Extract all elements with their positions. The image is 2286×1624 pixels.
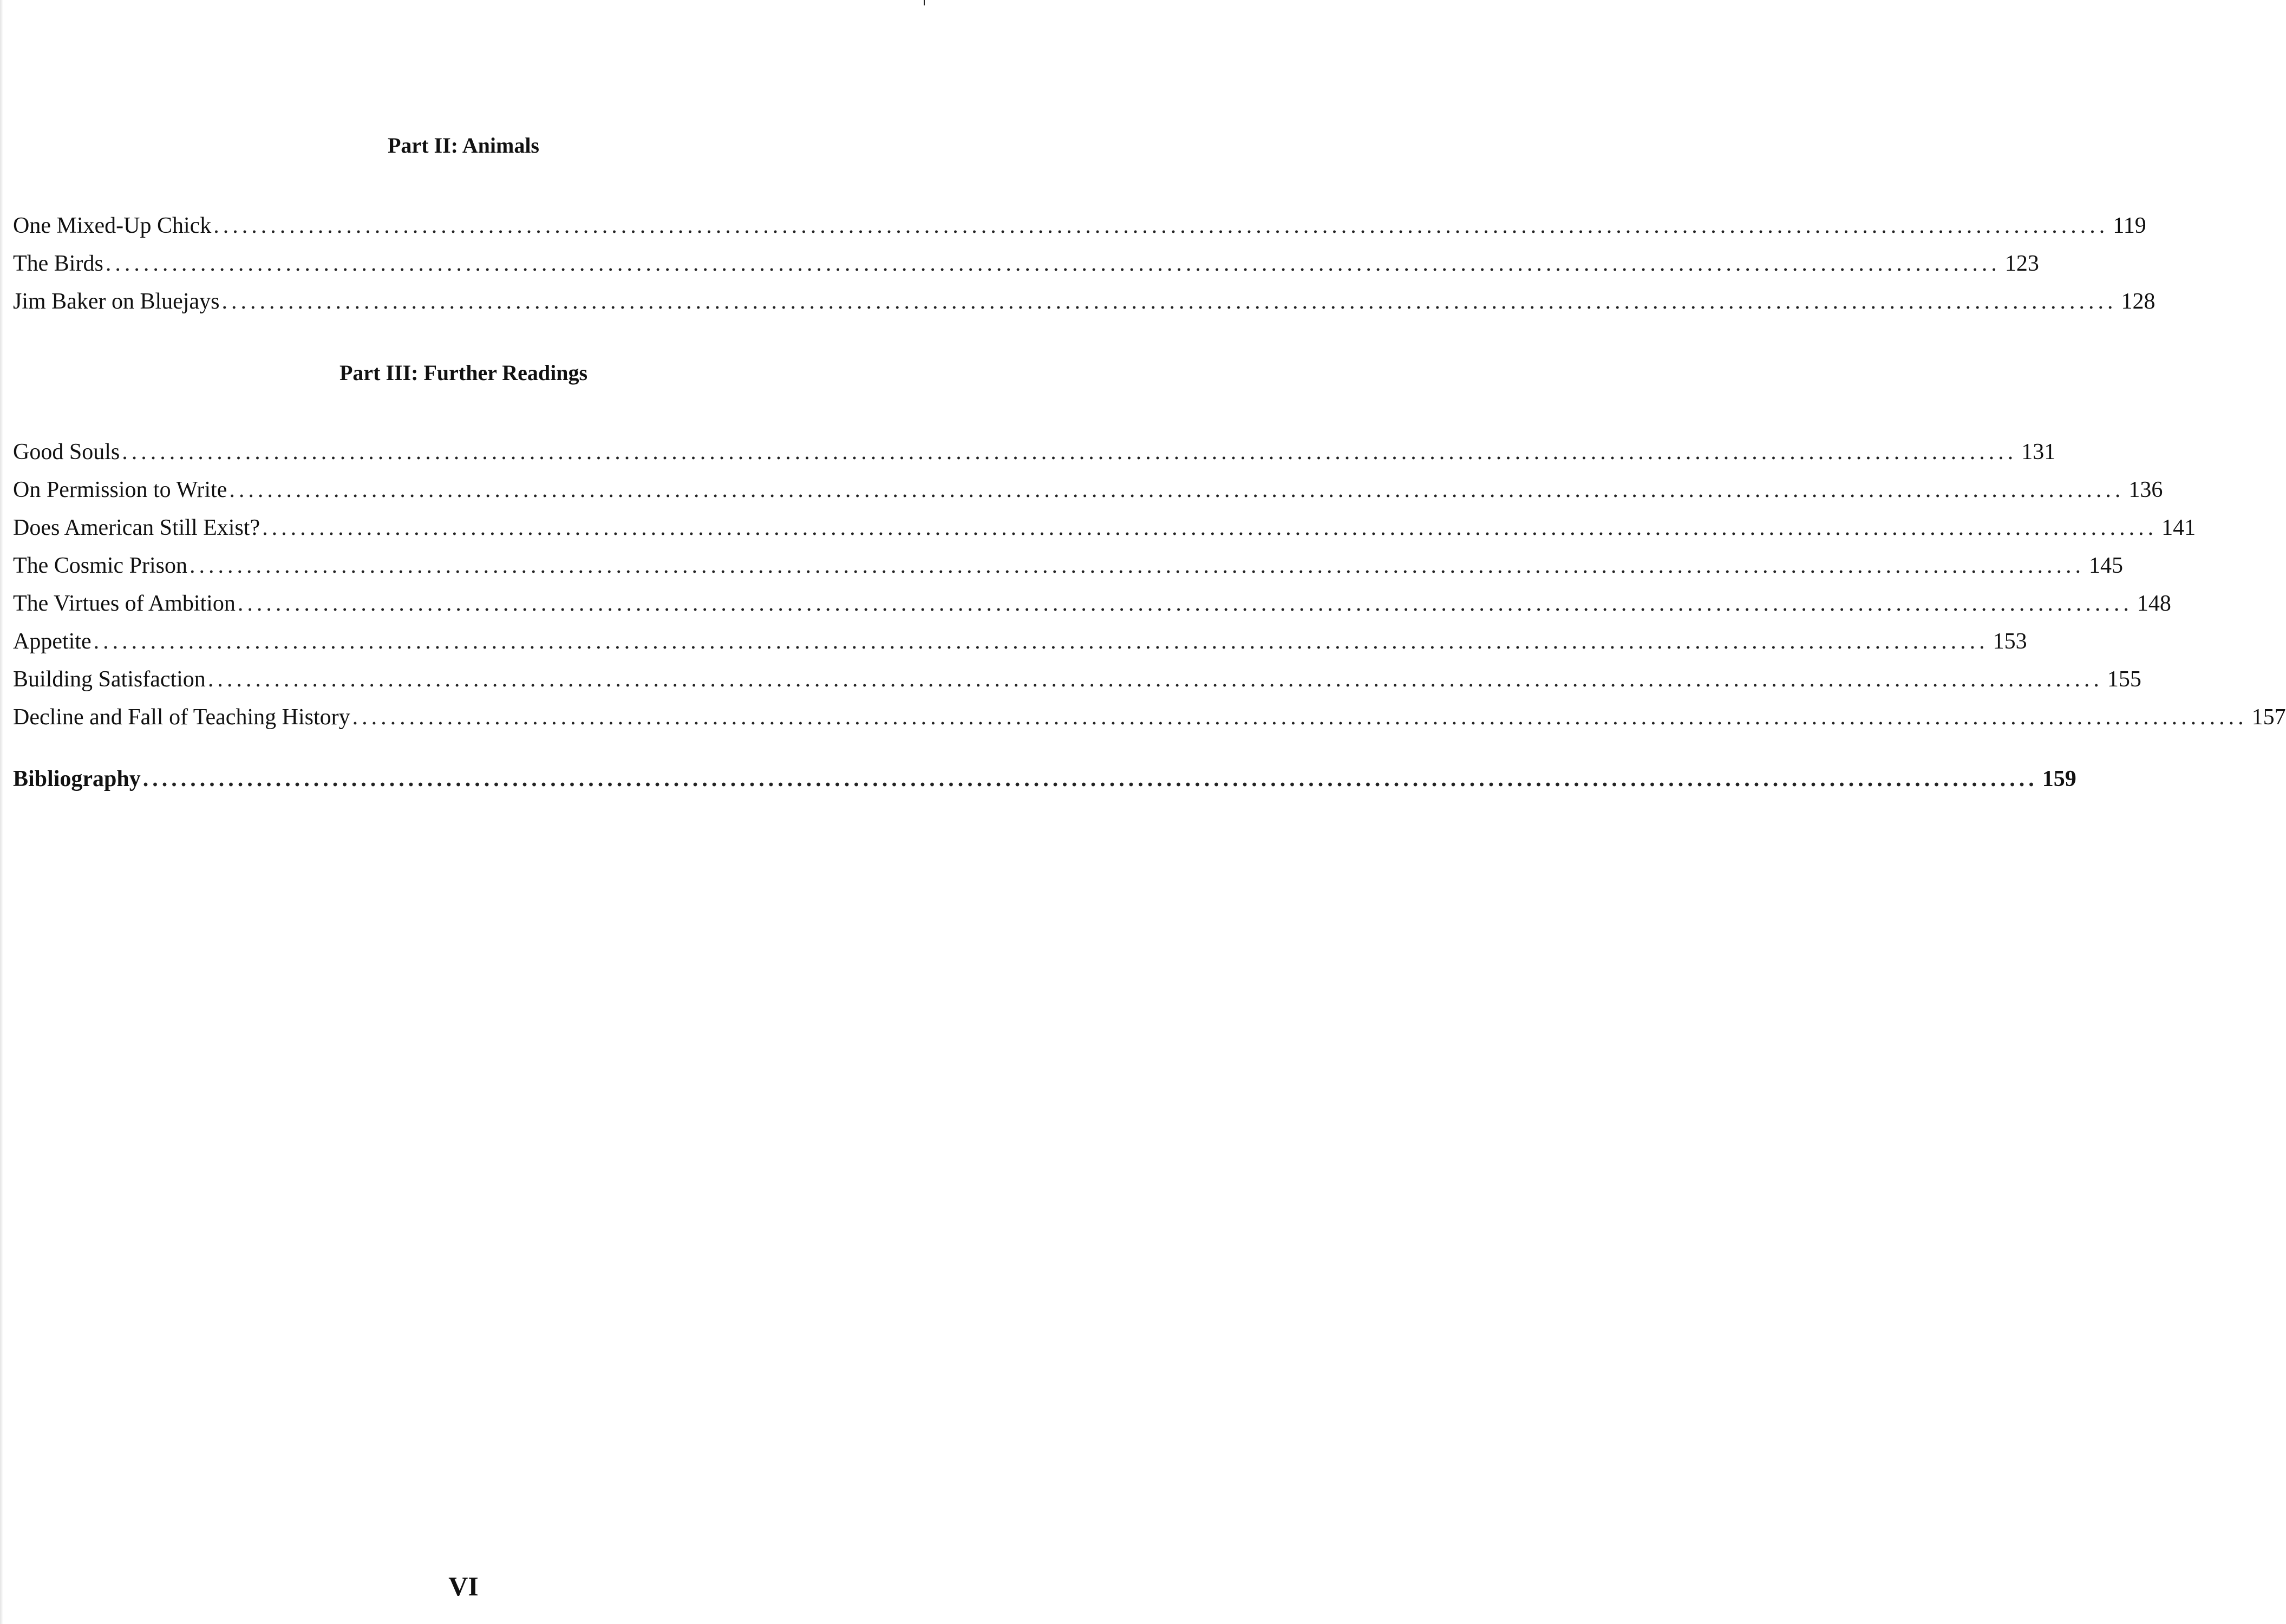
toc-entry-page: 128 xyxy=(2121,289,2156,314)
toc-entry[interactable] xyxy=(13,433,2056,471)
toc-entry-title: The Cosmic Prison xyxy=(13,553,187,578)
toc-entry[interactable] xyxy=(13,547,2123,585)
toc-entry-page: 131 xyxy=(2021,440,2056,464)
toc-entry-page: 136 xyxy=(2128,477,2163,502)
toc-entry-page: 141 xyxy=(2161,515,2196,540)
toc-list-animals xyxy=(13,207,2156,320)
toc-entry-title: Decline and Fall of Teaching History xyxy=(13,705,350,730)
toc-entry-title: Appetite xyxy=(13,629,92,654)
toc-entry-page: 123 xyxy=(2004,251,2039,276)
section-heading-animals: Part II: Animals xyxy=(388,133,539,158)
toc-entry[interactable] xyxy=(13,660,2141,698)
toc-entry-page: 119 xyxy=(2113,213,2146,238)
toc-entry-title: The Virtues of Ambition xyxy=(13,591,236,616)
toc-entry-title: Good Souls xyxy=(13,440,120,464)
toc-entry-page: 155 xyxy=(2107,667,2141,692)
toc-entry-page: 159 xyxy=(2042,767,2076,791)
section-heading-further-readings: Part III: Further Readings xyxy=(339,361,588,385)
toc-list-bibliography xyxy=(13,760,2076,798)
dot-leader: ........................................................................................................................................................................................................ xyxy=(262,515,2158,540)
toc-entry[interactable] xyxy=(13,471,2163,509)
dot-leader: ........................................................................................................................................................................................................ xyxy=(93,629,1989,654)
dot-leader: ........................................................................................................................................................................................................ xyxy=(237,591,2133,616)
corner-mark xyxy=(924,0,925,5)
toc-entry-title: The Birds xyxy=(13,251,103,276)
toc-entry[interactable] xyxy=(13,207,2146,245)
toc-entry[interactable] xyxy=(13,623,2027,660)
page-number: VI xyxy=(448,1571,479,1601)
page-edge xyxy=(0,0,3,1624)
toc-list-further-readings xyxy=(13,433,2286,736)
dot-leader: ........................................................................................................................................................................................................ xyxy=(352,705,2248,730)
toc-entry-title: Jim Baker on Bluejays xyxy=(13,289,220,314)
toc-entry-page: 148 xyxy=(2137,591,2171,616)
toc-entry[interactable] xyxy=(13,245,2039,283)
dot-leader: ........................................................................................................................................................................................................ xyxy=(229,477,2125,502)
toc-entry-title: Building Satisfaction xyxy=(13,667,206,692)
dot-leader: ........................................................................................................................................................................................................ xyxy=(105,251,2001,276)
toc-entry-title: One Mixed-Up Chick xyxy=(13,213,212,238)
dot-leader: ........................................................................................................................................................................................................ xyxy=(221,289,2117,314)
toc-entry-title: Does American Still Exist? xyxy=(13,515,260,540)
toc-entry-bibliography[interactable] xyxy=(13,760,2076,798)
toc-entry[interactable] xyxy=(13,283,2156,320)
dot-leader: ........................................................................................................................................................................................................ xyxy=(122,440,2017,464)
toc-entry-page: 145 xyxy=(2089,553,2123,578)
toc-entry-page: 157 xyxy=(2251,705,2286,730)
toc-entry-title: On Permission to Write xyxy=(13,477,227,502)
dot-leader: ........................................................................................................................................................................................................ xyxy=(213,213,2109,238)
toc-entry[interactable] xyxy=(13,698,2286,736)
toc-entry-title: Bibliography xyxy=(13,767,141,791)
dot-leader: ........................................................................................................................................................................................................ xyxy=(190,553,2085,578)
toc-entry[interactable] xyxy=(13,509,2196,547)
dot-leader: ........................................................................................................................................................................................................ xyxy=(142,767,2038,791)
toc-entry[interactable] xyxy=(13,585,2171,623)
toc-entry-page: 153 xyxy=(1993,629,2027,654)
dot-leader: ........................................................................................................................................................................................................ xyxy=(207,667,2103,692)
